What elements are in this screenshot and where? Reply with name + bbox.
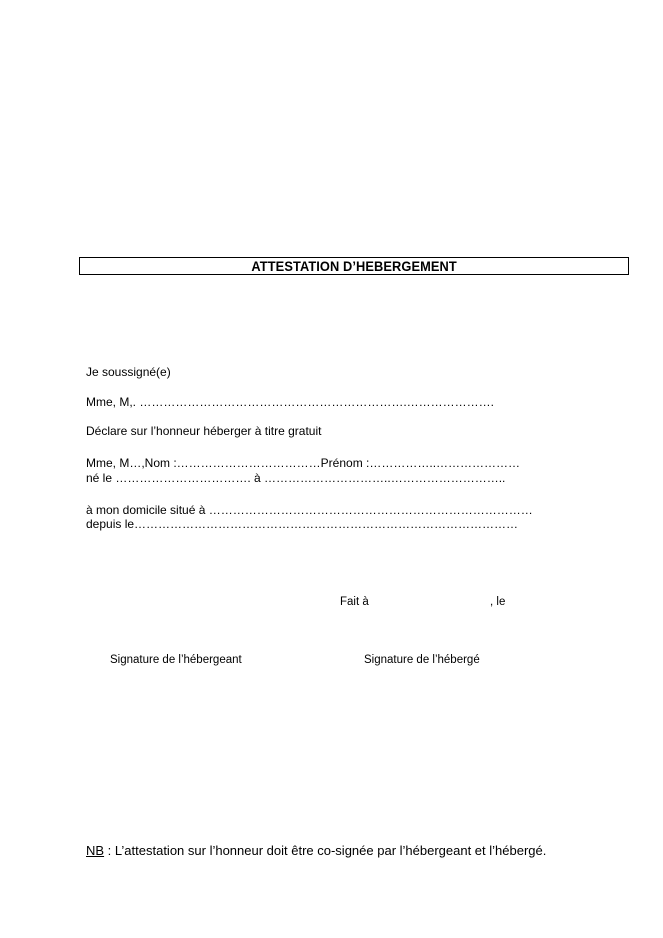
title-box [79, 257, 629, 275]
signature-hebergeant: Signature de l’hébergeant [110, 654, 242, 666]
depuis-line: depuis le…………………………………………………………………………………… [86, 517, 519, 531]
document-title: ATTESTATION D’HEBERGEMENT [251, 258, 457, 274]
mme-m-line: Mme, M,. ………………………………………………………….…………………. [86, 395, 494, 409]
nb-note [86, 843, 546, 858]
ne-le-line: né le ……………………………. à …………………………..……………………….. [86, 471, 506, 485]
soussigne-line: Je soussigné(e) [86, 365, 171, 379]
nom-prenom-line: Mme, M…,Nom :………………………………Prénom :……………..………………… [86, 456, 521, 470]
nb-text: : L’attestation sur l’honneur doit être co-signée par l’hébergeant et l’hébergé. [104, 843, 547, 858]
le-label: , le [490, 596, 506, 608]
nb-label: NB [86, 843, 105, 858]
signature-heberge: Signature de l’hébergé [364, 654, 480, 666]
declare-line: Déclare sur l’honneur héberger à titre gratuit [86, 424, 322, 438]
domicile-line: à mon domicile situé à ……………………………………………………………………… [86, 503, 533, 517]
fait-a-label: Fait à [340, 596, 369, 608]
